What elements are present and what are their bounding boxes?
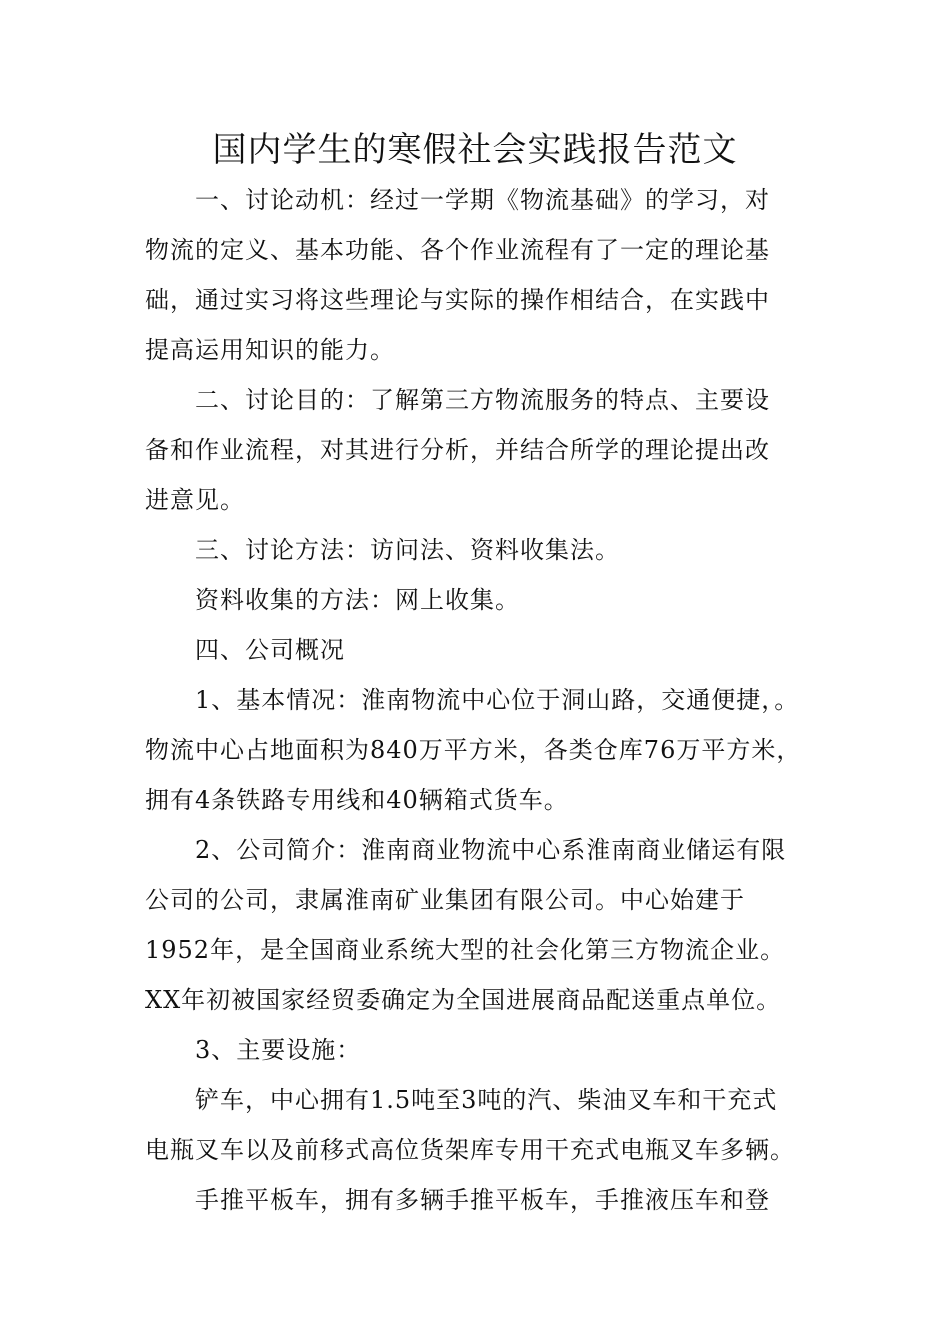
- paragraph-2-line-2: 备和作业流程，对其进行分析，并结合所学的理论提出改: [145, 436, 770, 464]
- paragraph-5-line-1: 1、基本情况：淮南物流中心位于洞山路，交通便捷，。: [195, 686, 800, 714]
- paragraph-1-line-4: 提高运用知识的能力。: [145, 336, 395, 364]
- paragraph-2-line-1: 二、讨论目的：了解第三方物流服务的特点、主要设: [195, 386, 770, 414]
- paragraph-4-line-1: 资料收集的方法：网上收集。: [195, 586, 520, 614]
- paragraph-1-line-3: 础，通过实习将这些理论与实际的操作相结合，在实践中: [145, 286, 770, 314]
- paragraph-6-line-2: 公司的公司，隶属淮南矿业集团有限公司。中心始建于: [145, 886, 745, 914]
- section-heading-company: 四、公司概况: [195, 636, 345, 664]
- paragraph-3-line-1: 三、讨论方法：访问法、资料收集法。: [195, 536, 620, 564]
- page-title: 国内学生的寒假社会实践报告范文: [212, 130, 738, 170]
- paragraph-1-line-1: 一、讨论动机：经过一学期《物流基础》的学习，对: [195, 186, 770, 214]
- paragraph-7-line-2: 电瓶叉车以及前移式高位货架库专用干充式电瓶叉车多辆。: [145, 1136, 795, 1164]
- paragraph-6-line-1: 2、公司简介：淮南商业物流中心系淮南商业储运有限: [195, 836, 787, 864]
- paragraph-1-line-2: 物流的定义、基本功能、各个作业流程有了一定的理论基: [145, 236, 770, 264]
- paragraph-8-line-1: 手推平板车，拥有多辆手推平板车，手推液压车和登: [195, 1186, 770, 1214]
- paragraph-5-line-3: 拥有4条铁路专用线和40辆箱式货车。: [145, 786, 569, 814]
- paragraph-6-line-4: XX年初被国家经贸委确定为全国进展商品配送重点单位。: [145, 986, 782, 1014]
- paragraph-6-line-3: 1952年，是全国商业系统大型的社会化第三方物流企业。: [145, 936, 786, 964]
- paragraph-5-line-2: 物流中心占地面积为840万平方米，各类仓库76万平方米，: [145, 736, 802, 764]
- section-heading-facilities: 3、主要设施：: [195, 1036, 362, 1064]
- paragraph-7-line-1: 铲车，中心拥有1.5吨至3吨的汽、柴油叉车和干充式: [195, 1086, 778, 1114]
- paragraph-2-line-3: 进意见。: [145, 486, 245, 514]
